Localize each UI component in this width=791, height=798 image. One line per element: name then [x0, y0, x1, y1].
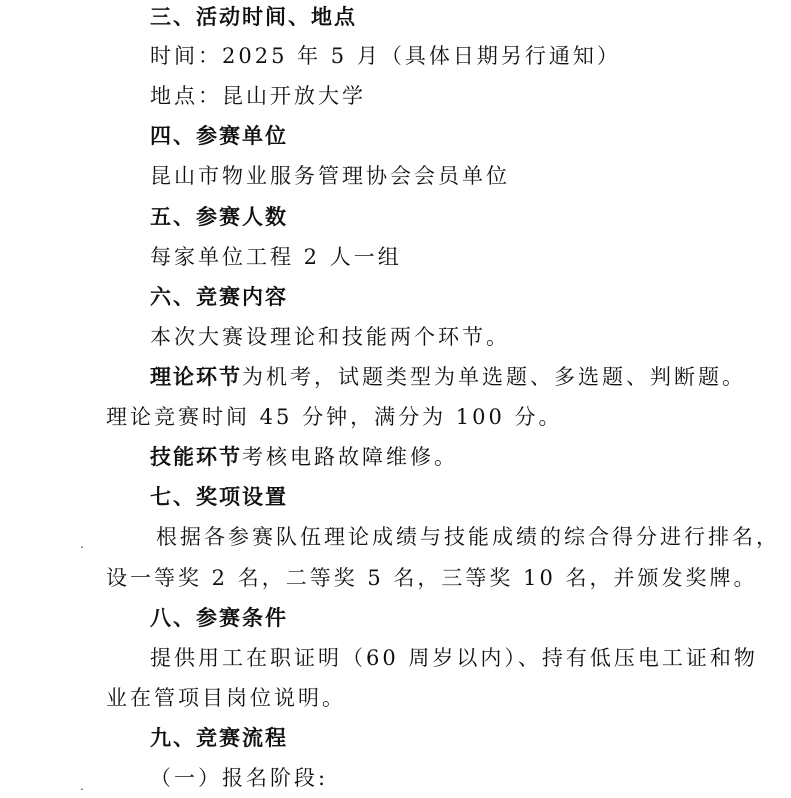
section-5-heading: 五、参赛人数 [150, 205, 288, 229]
conditions-paragraph-line-2: 业在管项目岗位说明。 [106, 686, 346, 710]
registration-stage-heading: （一）报名阶段: [150, 766, 329, 790]
participant-count: 每家单位工程 2 人一组 [150, 245, 402, 269]
skill-label: 技能环节 [150, 445, 242, 469]
skill-paragraph [150, 442, 458, 472]
theory-label: 理论环节 [150, 365, 242, 389]
theory-text: 为机考，试题类型为单选题、多选题、判断题。 [242, 365, 746, 389]
section-7-heading: 七、奖项设置 [150, 485, 288, 509]
margin-mark: . [80, 779, 84, 793]
margin-mark: . [80, 537, 84, 551]
section-4-heading: 四、参赛单位 [150, 124, 288, 148]
section-8-heading: 八、参赛条件 [150, 606, 288, 630]
contest-intro: 本次大赛设理论和技能两个环节。 [150, 325, 510, 349]
awards-paragraph-line-2: 设一等奖 2 名，二等奖 5 名，三等奖 10 名，并颁发奖牌。 [106, 566, 758, 590]
section-3-heading: 三、活动时间、地点 [150, 5, 357, 29]
participant-units: 昆山市物业服务管理协会会员单位 [150, 164, 510, 188]
section-6-heading: 六、竞赛内容 [150, 285, 288, 309]
conditions-paragraph-line-1: 提供用工在职证明（60 周岁以内）、持有低压电工证和物 [150, 646, 758, 670]
awards-paragraph-line-1: 根据各参赛队伍理论成绩与技能成绩的综合得分进行排名， [156, 525, 780, 549]
theory-paragraph-line-1 [150, 362, 746, 392]
section-9-heading: 九、竞赛流程 [150, 726, 288, 750]
skill-text: 考核电路故障维修。 [242, 445, 458, 469]
theory-paragraph-line-2: 理论竞赛时间 45 分钟，满分为 100 分。 [106, 405, 563, 429]
event-time: 时间：2025 年 5 月（具体日期另行通知） [150, 44, 621, 68]
event-place: 地点：昆山开放大学 [150, 84, 366, 108]
